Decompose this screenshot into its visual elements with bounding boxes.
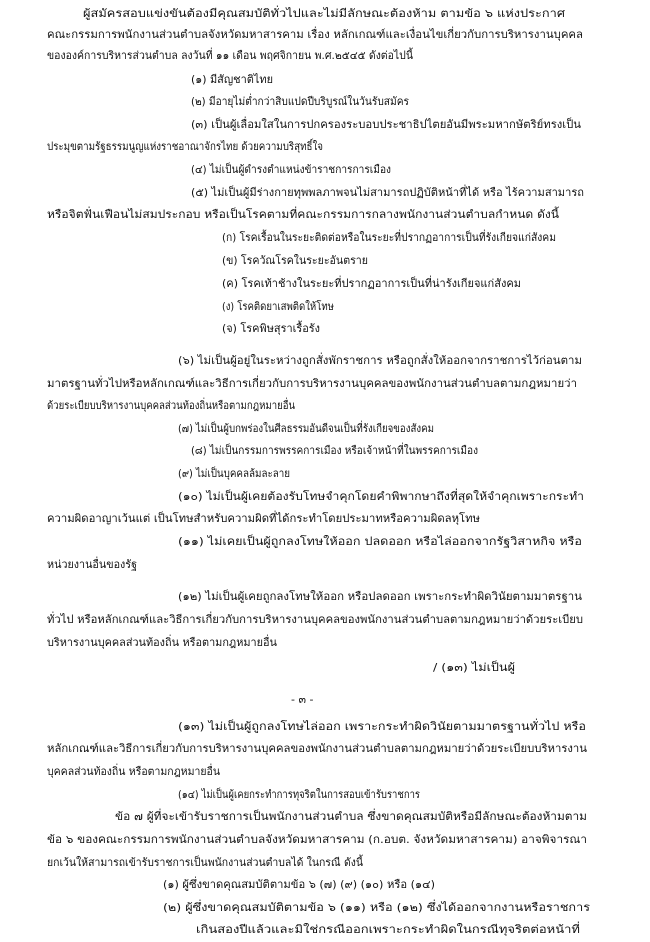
continuation-note: / (๑๓) ไม่เป็นผู้ (433, 661, 515, 674)
qualification-2: (๒) มีอายุไม่ต่ำกว่าสิบแปดปีบริบูรณ์ในวันรับสมัคร (191, 95, 409, 108)
intro-line-2: คณะกรรมการพนักงานส่วนตำบลจังหวัดมหาสารคาม เรื่อง หลักเกณฑ์และเงื่อนไขเกี่ยวกับการบริหารงานบุคคล (47, 28, 583, 41)
qualification-4: (๔) ไม่เป็นผู้ดำรงตำแหน่งข้าราชการการเมือง (191, 163, 391, 176)
exemption-case-2-line-1: (๒) ผู้ซึ่งขาดคุณสมบัติตามข้อ ๖ (๑๑) หรือ (๑๒) ซึ่งได้ออกจากงานหรือราชการ (163, 901, 590, 914)
qualification-13-line-1: (๑๓) ไม่เป็นผู้ถูกลงโทษไล่ออก เพราะกระทำผิดวินัยตามมาตรฐานทั่วไป หรือ (178, 720, 586, 733)
qualification-7: (๗) ไม่เป็นผู้บกพร่องในศีลธรรมอันดีจนเป็นที่รังเกียจของสังคม (178, 422, 434, 435)
qualification-9: (๙) ไม่เป็นบุคคลล้มละลาย (178, 467, 290, 480)
qualification-10-line-2: ความผิดอาญาเว้นแต่ เป็นโทษสำหรับความผิดที่ได้กระทำโดยประมาทหรือความผิดลหุโทษ (47, 512, 481, 525)
qualification-1: (๑) มีสัญชาติไทย (191, 73, 273, 86)
qualification-12-line-1: (๑๒) ไม่เป็นผู้เคยถูกลงโทษให้ออก หรือปลดออก เพราะกระทำผิดวินัยตามมาตรฐาน (178, 590, 582, 603)
qualification-3-line-2: ประมุขตามรัฐธรรมนูญแห่งราชอาณาจักรไทย ด้วยความบริสุทธิ์ใจ (47, 140, 323, 153)
qualification-6-line-3: ด้วยระเบียบบริหารงานบุคคลส่วนท้องถิ่นหรือตามกฎหมายอื่น (47, 399, 295, 412)
exemption-case-1: (๑) ผู้ซึ่งขาดคุณสมบัติตามข้อ ๖ (๗) (๙) (๑๐) หรือ (๑๔) (163, 878, 435, 891)
qualification-5-line-2: หรือจิตฟั่นเฟือนไม่สมประกอบ หรือเป็นโรคตามที่คณะกรรมการกลางพนักงานส่วนตำบลกำหนด ดังนี้ (47, 208, 559, 221)
qualification-13-line-3: บุคคลส่วนท้องถิ่น หรือตามกฎหมายอื่น (47, 765, 220, 778)
qualification-5-line-1: (๕) ไม่เป็นผู้มีร่างกายทุพพลภาพจนไม่สามารถปฏิบัติหน้าที่ได้ หรือ ไร้ความสามารถ (191, 186, 584, 199)
qualification-3-line-1: (๓) เป็นผู้เลื่อมใสในการปกครองระบอบประชาธิปไตยอันมีพระมหากษัตริย์ทรงเป็น (191, 118, 581, 131)
page-number: - ๓ - (291, 693, 314, 706)
qualification-10-line-1: (๑๐) ไม่เป็นผู้เคยต้องรับโทษจำคุกโดยคำพิพากษาถึงที่สุดให้จำคุกเพราะกระทำ (178, 490, 584, 503)
qualification-11-line-1: (๑๑) ไม่เคยเป็นผู้ถูกลงโทษให้ออก ปลดออก หรือไล่ออกจากรัฐวิสาหกิจ หรือ (178, 535, 582, 548)
disease-e: (จ) โรคพิษสุราเรื้อรัง (222, 322, 320, 335)
disease-b: (ข) โรควัณโรคในระยะอันตราย (222, 254, 368, 267)
disease-d: (ง) โรคติดยาเสพติดให้โทษ (222, 300, 334, 313)
exemption-case-2-line-2: เกินสองปีแล้วและมิใช่กรณีออกเพราะกระทำผิดในกรณีทุจริตต่อหน้าที่ (196, 923, 580, 936)
disease-a: (ก) โรคเรื้อนในระยะติดต่อหรือในระยะที่ปรากฏอาการเป็นที่รังเกียจแก่สังคม (222, 231, 556, 244)
qualification-6-line-2: มาตรฐานทั่วไปหรือหลักเกณฑ์และวิธีการเกี่ยวกับการบริหารงานบุคคลของพนักงานส่วนตำบลตามกฎหมายว่า (47, 377, 577, 390)
intro-line-1: ผู้สมัครสอบแข่งขันต้องมีคุณสมบัติทั่วไปและไม่มีลักษณะต้องห้าม ตามข้อ ๖ แห่งประกาศ (83, 7, 565, 20)
qualification-8: (๘) ไม่เป็นกรรมการพรรคการเมือง หรือเจ้าหน้าที่ในพรรคการเมือง (191, 444, 478, 457)
qualification-13-line-2: หลักเกณฑ์และวิธีการเกี่ยวกับการบริหารงานบุคคลของพนักงานส่วนตำบลตามกฎหมายว่าด้วยระเบียบบริหารงาน (47, 742, 587, 755)
clause-7-line-1: ข้อ ๗ ผู้ที่จะเข้ารับราชการเป็นพนักงานส่วนตำบล ซึ่งขาดคุณสมบัติหรือมีลักษณะต้องห้ามตาม (115, 810, 587, 823)
clause-7-line-3: ยกเว้นให้สามารถเข้ารับราชการเป็นพนักงานส่วนตำบลได้ ในกรณี ดังนี้ (47, 856, 363, 869)
qualification-12-line-3: บริหารงานบุคคลส่วนท้องถิ่น หรือตามกฎหมายอื่น (47, 636, 277, 649)
disease-c: (ค) โรคเท้าช้างในระยะที่ปรากฏอาการเป็นที่น่ารังเกียจแก่สังคม (222, 277, 521, 290)
qualification-14: (๑๔) ไม่เป็นผู้เคยกระทำการทุจริตในการสอบเข้ารับราชการ (178, 788, 420, 801)
clause-7-line-2: ข้อ ๖ ของคณะกรรมการพนักงานส่วนตำบลจังหวัดมหาสารคาม (ก.อบต. จังหวัดมหาสารคาม) อาจพิจารณา (47, 833, 587, 846)
intro-line-3: ขององค์การบริหารส่วนตำบล ลงวันที่ ๑๑ เดือน พฤศจิกายน พ.ศ.๒๕๔๕ ดังต่อไปนี้ (47, 49, 413, 62)
qualification-11-line-2: หน่วยงานอื่นของรัฐ (47, 558, 137, 571)
qualification-6-line-1: (๖) ไม่เป็นผู้อยู่ในระหว่างถูกสั่งพักราชการ หรือถูกสั่งให้ออกจากราชการไว้ก่อนตาม (178, 354, 582, 367)
qualification-12-line-2: ทั่วไป หรือหลักเกณฑ์และวิธีการเกี่ยวกับการบริหารงานบุคคลของพนักงานส่วนตำบลตามกฎหมายว่าด้วยระเบียบ (47, 613, 583, 626)
